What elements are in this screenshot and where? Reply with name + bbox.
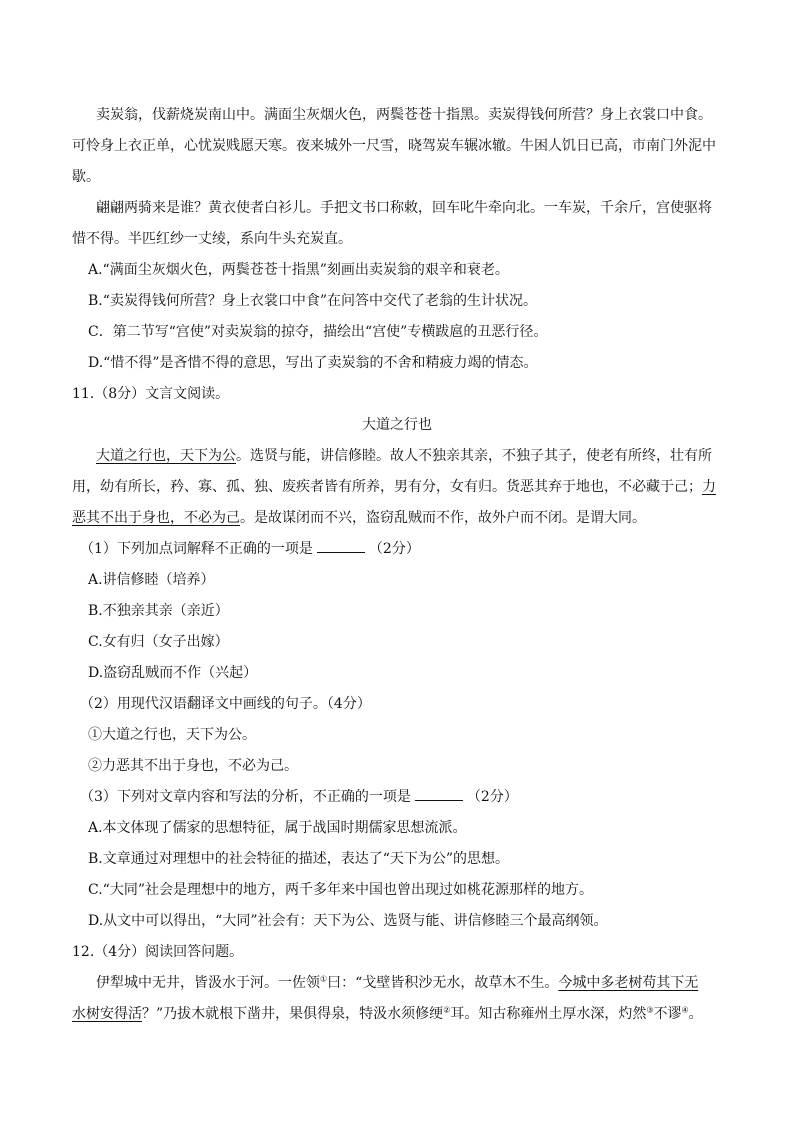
answer-blank — [317, 540, 365, 553]
passage-text: 。选贤与能，讲信修睦。故人不独亲其亲，不独子其子，使老有所终，壮有所 — [236, 448, 712, 464]
passage-text: 曰：“戈壁皆积沙无水，故草木不生。 — [327, 975, 559, 991]
q11-passage-line-2 — [72, 478, 716, 496]
underlined-sentence-2-start: 力 — [702, 479, 716, 495]
answer-blank — [415, 788, 463, 801]
q11-sub1-option-a: A.讲信修睦（培养） — [88, 572, 215, 588]
poem-line-2: 可怜身上衣正单，心忧炭贱愿天寒。夜来城外一尺雪，晓驾炭车辗冰辙。牛困人饥日已高，市南门外泥中 — [72, 138, 716, 154]
footnote-marker: ② — [443, 1005, 451, 1015]
footnote-marker: ① — [320, 974, 328, 984]
q12-passage-line-1 — [96, 974, 698, 992]
q11-sub3-option-d: D.从文中可以得出，“大同”社会有：天下为公、选贤与能、讲信修睦三个最高纲领。 — [88, 913, 608, 929]
passage-text: 。是故谋闭而不兴，盗窃乱贼而不作，故外户而不闭。是谓大同。 — [240, 510, 646, 526]
q11-sub3-option-c: C.“大同”社会是理想中的地方，两千多年来中国也曾出现过如桃花源那样的地方。 — [88, 882, 593, 898]
q10-option-b: B.“卖炭得钱何所营？身上衣裳口中食”在问答中交代了老翁的生计状况。 — [88, 293, 538, 309]
poem-line-5: 惜不得。半匹红纱一丈绫，系向牛头充炭直。 — [72, 231, 352, 247]
q11-sub2-item-1: ①大道之行也，天下为公。 — [88, 727, 256, 743]
passage-text: 伊犁城中无井，皆汲水于河。一佐领 — [96, 975, 320, 991]
q11-passage-line-3 — [72, 509, 646, 527]
q11-sub2-item-2: ②力恶其不出于身也，不必为己。 — [88, 758, 298, 774]
score-text: （2分） — [368, 541, 420, 557]
q11-sub3-option-b: B.文章通过对理想中的社会特征的描述，表达了“天下为公”的思想。 — [88, 851, 510, 867]
question-text: （1）下列加点词解释不正确的一项是 — [80, 541, 313, 557]
q11-header: 11.（8分）文言文阅读。 — [72, 386, 230, 402]
q12-passage-line-2 — [72, 1005, 703, 1023]
q11-sub1-option-c: C.女有归（女子出嫁） — [88, 634, 229, 650]
q10-option-c: C．第二节写“宫使”对卖炭翁的掠夺，描绘出“宫使”专横跋扈的丑恶行径。 — [88, 324, 548, 340]
underlined-sentence-1: 大道之行也，天下为公 — [96, 448, 236, 464]
passage-text: 。 — [688, 1006, 703, 1022]
q11-sub2-question: （2）用现代汉语翻译文中画线的句子。（4分） — [80, 696, 371, 712]
question-text: （3）下列对文章内容和写法的分析，不正确的一项是 — [80, 789, 411, 805]
score-text: （2分） — [466, 789, 518, 805]
q11-sub1-option-b: B.不独亲其亲（亲近） — [88, 603, 229, 619]
underlined-sentence-2-end: 恶其不出于身也，不必为己 — [72, 510, 240, 526]
q11-sub1-question — [80, 540, 420, 558]
q11-passage-title: 大道之行也 — [362, 417, 432, 433]
passage-text: 用，幼有所长，矜、寡、孤、独、废疾者皆有所养，男有分，女有归。货恶其弃于地也，不必藏于己； — [72, 479, 702, 495]
footnote-marker: ④ — [681, 1005, 689, 1015]
q11-sub1-option-d: D.盗窃乱贼而不作（兴起） — [88, 665, 258, 681]
footnote-marker: ③ — [646, 1005, 654, 1015]
poem-line-3: 歇。 — [72, 169, 100, 185]
underlined-sentence: 今城中多老树苟其下无 — [558, 975, 699, 991]
passage-text: 耳。知古称雍州土厚水深，灼然 — [450, 1006, 647, 1022]
passage-text: ？”乃拔木就根下凿井，果俱得泉，特汲水须修绠 — [142, 1006, 444, 1022]
q10-option-a: A.“满面尘灰烟火色，两鬓苍苍十指黑”刻画出卖炭翁的艰辛和衰老。 — [88, 262, 509, 278]
q12-header: 12.（4分）阅读回答问题。 — [72, 944, 244, 960]
q11-passage-line-1 — [96, 447, 712, 465]
poem-line-1: 卖炭翁，伐薪烧炭南山中。满面尘灰烟火色，两鬓苍苍十指黑。卖炭得钱何所营？身上衣裳口中食。 — [96, 107, 712, 123]
underlined-sentence: 水树安得活 — [72, 1006, 142, 1022]
q10-option-d: D.“惜不得”是吝惜不得的意思，写出了卖炭翁的不舍和精疲力竭的情态。 — [88, 355, 538, 371]
q11-sub3-option-a: A.本文体现了儒家的思想特征，属于战国时期儒家思想流派。 — [88, 820, 467, 836]
poem-line-4: 翩翩两骑来是谁？黄衣使者白衫儿。手把文书口称敕，回车叱牛牵向北。一车炭，千余斤，宫使驱将 — [96, 200, 712, 216]
passage-text: 不谬 — [653, 1006, 682, 1022]
q11-sub3-question — [80, 788, 518, 806]
